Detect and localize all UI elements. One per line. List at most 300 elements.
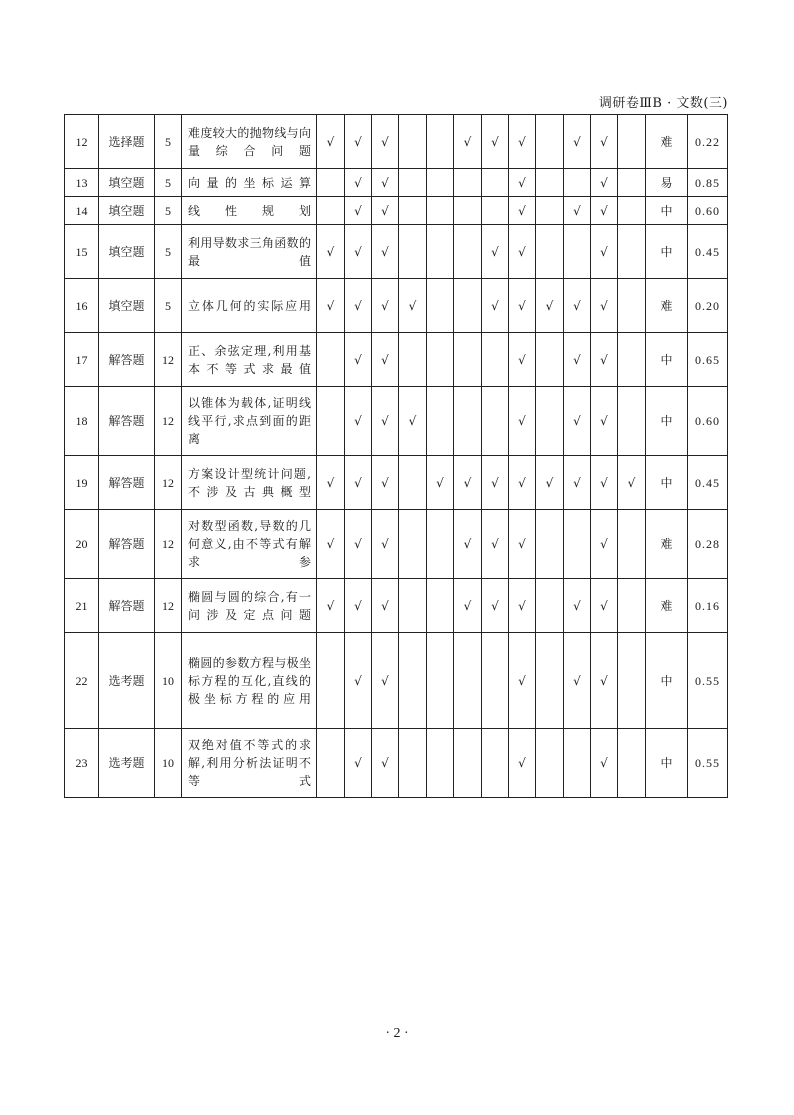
check-cell	[427, 169, 454, 197]
check-mark-icon: √	[518, 414, 526, 428]
page-number: · 2 ·	[385, 1026, 409, 1041]
check-cell	[454, 333, 482, 387]
check-mark-icon: √	[381, 673, 389, 688]
check-mark-icon: √	[491, 598, 499, 613]
check-cell	[317, 387, 345, 456]
check-mark-icon: √	[354, 475, 362, 490]
check-cell	[372, 510, 399, 579]
check-cell	[454, 456, 482, 510]
table-row	[65, 333, 728, 387]
check-mark-icon: √	[491, 244, 499, 259]
topic-cell: 向量的坐标运算	[182, 169, 317, 197]
difficulty-level-cell: 难	[646, 115, 688, 169]
check-cell	[454, 729, 482, 798]
table-body	[65, 115, 728, 798]
exam-analysis-table	[64, 114, 728, 798]
check-cell	[536, 729, 564, 798]
check-mark-icon: √	[627, 475, 636, 490]
check-cell	[536, 169, 564, 197]
check-cell	[482, 279, 509, 333]
topic-cell: 椭圆与圆的综合,有一问涉及定点问题	[182, 579, 317, 633]
question-type-cell: 解答题	[99, 456, 155, 510]
question-number-cell: 20	[65, 510, 99, 579]
check-cell	[345, 169, 372, 197]
difficulty-coefficient-cell: 0.85	[688, 169, 728, 197]
score-cell: 12	[155, 510, 182, 579]
check-mark-icon: √	[518, 203, 526, 218]
check-mark-icon: √	[326, 537, 335, 551]
score-cell: 5	[155, 225, 182, 279]
check-cell	[317, 333, 345, 387]
check-cell	[564, 510, 591, 579]
check-cell	[564, 633, 591, 729]
check-cell	[591, 510, 618, 579]
score-cell: 10	[155, 729, 182, 798]
check-cell	[399, 279, 427, 333]
check-cell	[618, 633, 646, 729]
check-cell	[372, 169, 399, 197]
question-number-cell: 21	[65, 579, 99, 633]
check-mark-icon: √	[354, 298, 362, 313]
check-mark-icon: √	[326, 598, 335, 613]
check-cell	[509, 633, 536, 729]
check-mark-icon: √	[600, 537, 608, 551]
question-type-cell: 解答题	[99, 510, 155, 579]
check-cell	[427, 729, 454, 798]
check-mark-icon: √	[545, 475, 554, 490]
check-mark-icon: √	[381, 244, 389, 259]
check-mark-icon: √	[381, 298, 389, 313]
check-cell	[591, 633, 618, 729]
check-cell	[345, 456, 372, 510]
check-cell	[427, 579, 454, 633]
check-cell	[317, 633, 345, 729]
topic-cell: 对数型函数,导数的几何意义,由不等式有解求参	[182, 510, 317, 579]
check-cell	[372, 115, 399, 169]
check-mark-icon: √	[573, 298, 581, 313]
check-cell	[372, 729, 399, 798]
question-type-cell: 填空题	[99, 279, 155, 333]
check-mark-icon: √	[573, 598, 581, 613]
check-cell	[536, 633, 564, 729]
topic-cell: 线性规划	[182, 197, 317, 225]
check-cell	[345, 510, 372, 579]
check-cell	[536, 387, 564, 456]
check-cell	[399, 633, 427, 729]
check-mark-icon: √	[518, 537, 526, 551]
check-cell	[345, 633, 372, 729]
check-cell	[427, 279, 454, 333]
check-mark-icon: √	[573, 475, 581, 490]
difficulty-coefficient-cell: 0.65	[688, 333, 728, 387]
check-cell	[618, 579, 646, 633]
score-cell: 5	[155, 279, 182, 333]
table-row	[65, 387, 728, 456]
difficulty-level-cell: 易	[646, 169, 688, 197]
check-cell	[317, 197, 345, 225]
check-cell	[317, 169, 345, 197]
difficulty-coefficient-cell: 0.55	[688, 633, 728, 729]
check-cell	[399, 197, 427, 225]
check-mark-icon: √	[354, 414, 362, 428]
check-mark-icon: √	[381, 475, 389, 490]
check-cell	[399, 333, 427, 387]
topic-cell: 方案设计型统计问题,不涉及古典概型	[182, 456, 317, 510]
difficulty-coefficient-cell: 0.60	[688, 197, 728, 225]
question-number-cell: 12	[65, 115, 99, 169]
check-cell	[454, 225, 482, 279]
check-cell	[454, 510, 482, 579]
check-cell	[591, 279, 618, 333]
check-mark-icon: √	[600, 175, 608, 190]
check-mark-icon: √	[518, 756, 526, 770]
check-mark-icon: √	[491, 134, 499, 149]
check-cell	[482, 633, 509, 729]
check-cell	[345, 197, 372, 225]
check-cell	[482, 225, 509, 279]
check-mark-icon: √	[518, 475, 526, 490]
check-mark-icon: √	[354, 352, 362, 367]
check-cell	[317, 225, 345, 279]
check-cell	[345, 225, 372, 279]
table-row	[65, 115, 728, 169]
question-type-cell: 解答题	[99, 387, 155, 456]
check-mark-icon: √	[381, 203, 389, 218]
check-cell	[482, 456, 509, 510]
check-mark-icon: √	[518, 352, 526, 367]
topic-cell: 利用导数求三角函数的最值	[182, 225, 317, 279]
topic-cell: 难度较大的抛物线与向量综合问题	[182, 115, 317, 169]
check-cell	[427, 387, 454, 456]
check-mark-icon: √	[518, 244, 526, 259]
check-cell	[427, 197, 454, 225]
check-cell	[509, 729, 536, 798]
table-row	[65, 579, 728, 633]
check-cell	[317, 279, 345, 333]
check-cell	[345, 115, 372, 169]
check-cell	[509, 387, 536, 456]
check-cell	[372, 279, 399, 333]
check-cell	[536, 579, 564, 633]
check-mark-icon: √	[354, 134, 362, 149]
check-mark-icon: √	[381, 134, 389, 149]
check-cell	[618, 115, 646, 169]
difficulty-level-cell: 难	[646, 279, 688, 333]
check-cell	[509, 225, 536, 279]
check-cell	[427, 456, 454, 510]
check-cell	[618, 169, 646, 197]
check-cell	[317, 456, 345, 510]
table-row	[65, 279, 728, 333]
check-cell	[454, 197, 482, 225]
check-cell	[618, 729, 646, 798]
check-cell	[482, 729, 509, 798]
check-cell	[591, 729, 618, 798]
check-mark-icon: √	[326, 298, 335, 313]
check-mark-icon: √	[354, 756, 362, 770]
table-row	[65, 729, 728, 798]
check-mark-icon: √	[573, 134, 581, 149]
question-number-cell: 19	[65, 456, 99, 510]
check-cell	[399, 115, 427, 169]
check-mark-icon: √	[326, 134, 335, 149]
check-cell	[317, 729, 345, 798]
table-row	[65, 633, 728, 729]
check-cell	[454, 633, 482, 729]
table-row	[65, 169, 728, 197]
check-cell	[564, 456, 591, 510]
topic-cell: 双绝对值不等式的求解,利用分析法证明不等式	[182, 729, 317, 798]
check-cell	[618, 333, 646, 387]
check-mark-icon: √	[381, 352, 389, 367]
check-cell	[536, 510, 564, 579]
check-cell	[454, 169, 482, 197]
check-cell	[618, 225, 646, 279]
check-cell	[482, 510, 509, 579]
question-type-cell: 填空题	[99, 225, 155, 279]
check-cell	[427, 115, 454, 169]
check-cell	[372, 456, 399, 510]
check-cell	[399, 225, 427, 279]
topic-cell: 正、余弦定理,利用基本不等式求最值	[182, 333, 317, 387]
question-number-cell: 22	[65, 633, 99, 729]
check-cell	[509, 169, 536, 197]
difficulty-level-cell: 难	[646, 510, 688, 579]
check-mark-icon: √	[463, 537, 472, 551]
difficulty-coefficient-cell: 0.16	[688, 579, 728, 633]
check-mark-icon: √	[381, 537, 389, 551]
check-mark-icon: √	[381, 414, 389, 428]
difficulty-coefficient-cell: 0.22	[688, 115, 728, 169]
check-mark-icon: √	[354, 598, 362, 613]
check-mark-icon: √	[518, 673, 526, 688]
check-cell	[345, 333, 372, 387]
check-cell	[454, 279, 482, 333]
check-cell	[399, 579, 427, 633]
check-mark-icon: √	[518, 134, 526, 149]
question-type-cell: 选考题	[99, 729, 155, 798]
check-cell	[482, 169, 509, 197]
check-mark-icon: √	[491, 537, 499, 551]
question-number-cell: 18	[65, 387, 99, 456]
check-mark-icon: √	[326, 475, 335, 490]
question-type-cell: 解答题	[99, 579, 155, 633]
check-cell	[372, 333, 399, 387]
score-cell: 12	[155, 579, 182, 633]
question-number-cell: 16	[65, 279, 99, 333]
check-mark-icon: √	[600, 298, 608, 313]
check-cell	[509, 279, 536, 333]
check-cell	[509, 579, 536, 633]
check-cell	[399, 456, 427, 510]
check-cell	[317, 579, 345, 633]
difficulty-level-cell: 中	[646, 456, 688, 510]
check-mark-icon: √	[600, 414, 608, 428]
table-row	[65, 197, 728, 225]
check-cell	[345, 279, 372, 333]
difficulty-level-cell: 中	[646, 197, 688, 225]
question-number-cell: 15	[65, 225, 99, 279]
check-cell	[509, 510, 536, 579]
check-cell	[536, 225, 564, 279]
check-cell	[454, 115, 482, 169]
question-number-cell: 23	[65, 729, 99, 798]
question-type-cell: 填空题	[99, 169, 155, 197]
check-mark-icon: √	[545, 298, 554, 313]
difficulty-coefficient-cell: 0.60	[688, 387, 728, 456]
check-mark-icon: √	[518, 598, 526, 613]
question-type-cell: 填空题	[99, 197, 155, 225]
difficulty-coefficient-cell: 0.20	[688, 279, 728, 333]
difficulty-level-cell: 中	[646, 333, 688, 387]
check-cell	[427, 633, 454, 729]
topic-cell: 以锥体为载体,证明线线平行,求点到面的距离	[182, 387, 317, 456]
check-mark-icon: √	[436, 475, 444, 490]
check-cell	[536, 197, 564, 225]
check-cell	[317, 115, 345, 169]
difficulty-coefficient-cell: 0.45	[688, 456, 728, 510]
check-mark-icon: √	[573, 352, 581, 367]
check-cell	[591, 333, 618, 387]
check-mark-icon: √	[381, 756, 389, 770]
check-mark-icon: √	[408, 414, 417, 428]
check-cell	[564, 115, 591, 169]
check-cell	[618, 279, 646, 333]
score-cell: 5	[155, 197, 182, 225]
check-cell	[564, 579, 591, 633]
difficulty-level-cell: 中	[646, 225, 688, 279]
check-cell	[564, 279, 591, 333]
check-cell	[536, 279, 564, 333]
check-cell	[591, 456, 618, 510]
score-cell: 5	[155, 169, 182, 197]
score-cell: 12	[155, 456, 182, 510]
topic-cell: 立体几何的实际应用	[182, 279, 317, 333]
difficulty-level-cell: 难	[646, 579, 688, 633]
check-cell	[399, 729, 427, 798]
table-row	[65, 456, 728, 510]
check-cell	[564, 333, 591, 387]
check-mark-icon: √	[354, 175, 362, 190]
check-mark-icon: √	[491, 475, 499, 490]
check-mark-icon: √	[354, 537, 362, 551]
check-cell	[399, 510, 427, 579]
question-type-cell: 选考题	[99, 633, 155, 729]
check-mark-icon: √	[354, 244, 362, 259]
check-mark-icon: √	[491, 298, 499, 313]
score-cell: 12	[155, 387, 182, 456]
check-cell	[509, 115, 536, 169]
check-mark-icon: √	[408, 298, 417, 313]
check-cell	[509, 456, 536, 510]
check-cell	[591, 169, 618, 197]
check-cell	[427, 510, 454, 579]
question-number-cell: 14	[65, 197, 99, 225]
check-cell	[591, 197, 618, 225]
check-mark-icon: √	[573, 203, 581, 218]
check-cell	[482, 387, 509, 456]
check-cell	[482, 333, 509, 387]
check-cell	[509, 197, 536, 225]
check-cell	[509, 333, 536, 387]
topic-cell: 椭圆的参数方程与极坐标方程的互化,直线的极坐标方程的应用	[182, 633, 317, 729]
check-cell	[399, 169, 427, 197]
check-cell	[482, 115, 509, 169]
check-mark-icon: √	[600, 598, 608, 613]
score-cell: 10	[155, 633, 182, 729]
check-cell	[536, 456, 564, 510]
check-cell	[591, 387, 618, 456]
difficulty-level-cell: 中	[646, 633, 688, 729]
check-cell	[454, 387, 482, 456]
check-mark-icon: √	[573, 673, 581, 688]
check-cell	[618, 387, 646, 456]
check-cell	[427, 225, 454, 279]
check-cell	[564, 387, 591, 456]
check-cell	[536, 333, 564, 387]
difficulty-coefficient-cell: 0.55	[688, 729, 728, 798]
question-number-cell: 13	[65, 169, 99, 197]
check-cell	[564, 169, 591, 197]
check-cell	[536, 115, 564, 169]
check-cell	[345, 579, 372, 633]
check-mark-icon: √	[354, 203, 362, 218]
check-cell	[372, 633, 399, 729]
difficulty-level-cell: 中	[646, 387, 688, 456]
check-cell	[564, 197, 591, 225]
check-mark-icon: √	[600, 134, 608, 149]
check-mark-icon: √	[381, 598, 389, 613]
check-cell	[345, 729, 372, 798]
page-header: 调研卷ⅢB · 文数(三)	[598, 96, 728, 111]
question-type-cell: 解答题	[99, 333, 155, 387]
check-cell	[564, 225, 591, 279]
check-cell	[591, 115, 618, 169]
check-cell	[618, 456, 646, 510]
check-cell	[399, 387, 427, 456]
check-mark-icon: √	[518, 175, 526, 190]
check-mark-icon: √	[381, 175, 389, 190]
check-mark-icon: √	[600, 756, 608, 770]
question-number-cell: 17	[65, 333, 99, 387]
check-mark-icon: √	[463, 598, 472, 613]
check-cell	[372, 225, 399, 279]
check-cell	[618, 197, 646, 225]
check-cell	[482, 579, 509, 633]
check-mark-icon: √	[600, 352, 608, 367]
check-mark-icon: √	[600, 475, 608, 490]
check-mark-icon: √	[463, 475, 472, 490]
check-cell	[564, 729, 591, 798]
check-mark-icon: √	[573, 414, 581, 428]
difficulty-level-cell: 中	[646, 729, 688, 798]
difficulty-coefficient-cell: 0.45	[688, 225, 728, 279]
check-cell	[317, 510, 345, 579]
check-cell	[591, 225, 618, 279]
check-mark-icon: √	[600, 244, 608, 259]
check-cell	[372, 197, 399, 225]
difficulty-coefficient-cell: 0.28	[688, 510, 728, 579]
table-row	[65, 510, 728, 579]
check-cell	[372, 387, 399, 456]
check-mark-icon: √	[600, 203, 608, 218]
score-cell: 12	[155, 333, 182, 387]
check-cell	[427, 333, 454, 387]
check-mark-icon: √	[600, 673, 608, 688]
score-cell: 5	[155, 115, 182, 169]
check-cell	[345, 387, 372, 456]
check-mark-icon: √	[518, 298, 526, 313]
